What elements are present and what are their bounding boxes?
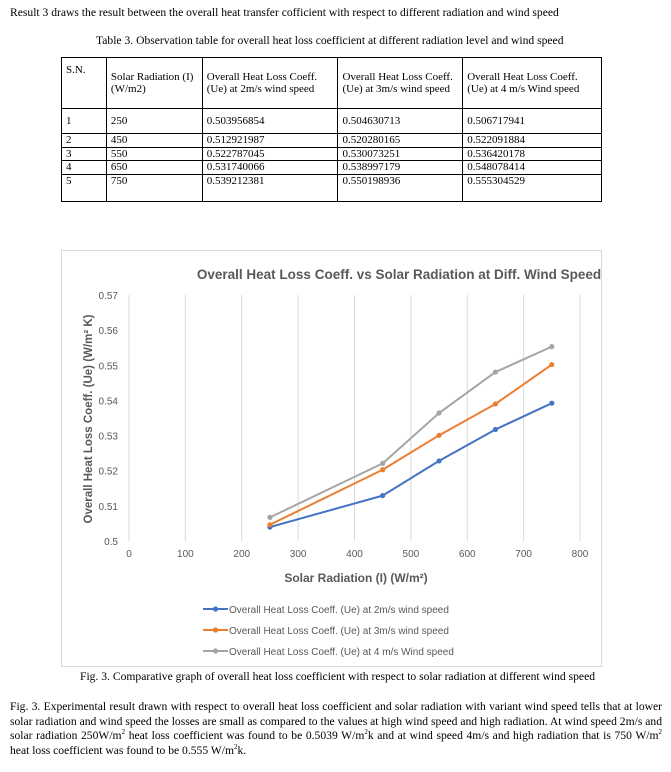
- x-axis-ticks: [126, 549, 589, 560]
- table-cell: 0.522091884: [463, 134, 602, 148]
- y-axis-ticks: [99, 291, 119, 548]
- x-tick-label: 200: [233, 549, 251, 560]
- x-tick-label: 700: [515, 549, 532, 560]
- table-cell: 550: [106, 147, 202, 161]
- data-point: [493, 369, 498, 374]
- data-point: [267, 515, 272, 520]
- chart-legend: [203, 605, 454, 658]
- table-cell: 0.555304529: [463, 174, 602, 201]
- table-cell: 2: [62, 134, 107, 148]
- table-cell: 0.512921987: [202, 134, 338, 148]
- data-point: [436, 458, 441, 463]
- x-tick-label: 600: [458, 549, 476, 560]
- table-row: [62, 174, 602, 201]
- column-header: Overall Heat Loss Coeff. (Ue) at 4 m/s Wind speed: [463, 58, 602, 109]
- superscript: 2: [234, 742, 238, 751]
- column-header: Solar Radiation (I) (W/m2): [106, 58, 202, 109]
- y-tick-label: 0.5: [104, 537, 118, 548]
- legend-label: Overall Heat Loss Coeff. (Ue) at 2m/s wind speed: [229, 605, 449, 616]
- table-cell: 0.548078414: [463, 161, 602, 175]
- data-point: [549, 344, 554, 349]
- table-cell: 750: [106, 174, 202, 201]
- table-row: [62, 147, 602, 161]
- table-cell: 0.536420178: [463, 147, 602, 161]
- data-point: [267, 522, 272, 527]
- superscript: 2: [364, 728, 368, 737]
- table-cell: 0.520280165: [338, 134, 463, 148]
- data-point: [380, 467, 385, 472]
- table-cell: 0.506717941: [463, 109, 602, 134]
- table-row: [62, 109, 602, 134]
- data-point: [549, 401, 554, 406]
- table-cell: 0.522787045: [202, 147, 338, 161]
- chart-title: Overall Heat Loss Coeff. vs Solar Radiation at Diff. Wind Speed: [196, 267, 602, 282]
- paragraph-text: heat loss coefficient was found to be 0.5039 W/m: [125, 729, 365, 742]
- table-cell: 5: [62, 174, 107, 201]
- table-cell: 250: [106, 109, 202, 134]
- table-header-row: [62, 58, 602, 109]
- paragraph-text: k.: [237, 743, 247, 757]
- data-point: [436, 433, 441, 438]
- y-tick-label: 0.54: [98, 396, 118, 408]
- observation-table: [61, 57, 602, 202]
- table-cell: 3: [62, 147, 107, 161]
- data-point: [549, 362, 554, 367]
- table-cell: 0.504630713: [338, 109, 463, 134]
- superscript: 2: [658, 728, 662, 737]
- y-axis-label: Overall Heat Loss Coeff. (Ue) (W/m² K): [83, 314, 95, 524]
- y-tick-label: 0.52: [98, 466, 118, 478]
- legend-marker: [213, 627, 218, 632]
- column-header: Overall Heat Loss Coeff. (Ue) at 3m/s wind speed: [338, 58, 463, 109]
- x-tick-label: 800: [571, 549, 589, 560]
- legend-label: Overall Heat Loss Coeff. (Ue) at 3m/s wind speed: [229, 626, 449, 637]
- column-header: Overall Heat Loss Coeff. (Ue) at 2m/s wind speed: [202, 58, 338, 109]
- table-cell: 0.503956854: [202, 109, 338, 134]
- table-row: [62, 134, 602, 148]
- table-cell: 0.550198936: [338, 174, 463, 201]
- paragraph-text: Fig. 3. Experimental result drawn with respect to overall heat loss coefficient and solar radiation with variant wind speed tells that at lower solar radiation and wind speed the losses are small as compared to the values at high wind speed and high radiation. At wind speed 2m/s and solar radiation 250W/m: [10, 700, 662, 742]
- x-tick-label: 500: [402, 549, 420, 560]
- data-point: [493, 401, 498, 406]
- column-header: S.N.: [62, 58, 107, 109]
- data-point: [436, 410, 441, 415]
- y-tick-label: 0.56: [98, 326, 118, 338]
- legend-marker: [213, 606, 218, 611]
- x-tick-label: 300: [289, 549, 307, 560]
- superscript: 2: [121, 728, 126, 737]
- y-tick-label: 0.51: [98, 501, 118, 513]
- y-tick-label: 0.55: [98, 361, 118, 373]
- table-cell: 1: [62, 109, 107, 134]
- data-point: [380, 461, 385, 466]
- table-cell: 0.530073251: [338, 147, 463, 161]
- x-tick-label: 0: [126, 549, 132, 560]
- chart-frame: [61, 250, 602, 667]
- data-point: [493, 427, 498, 432]
- y-tick-label: 0.53: [98, 431, 118, 443]
- intro-text: Result 3 draws the result between the overall heat transfer cofficient with respect to different radiation and wind speed: [10, 6, 559, 19]
- line-chart: [62, 251, 603, 668]
- data-point: [380, 493, 385, 498]
- table-cell: 0.539212381: [202, 174, 338, 201]
- table-cell: 450: [106, 134, 202, 148]
- x-tick-label: 400: [346, 549, 363, 560]
- legend-marker: [213, 648, 218, 653]
- paragraph-text: k and at wind speed 4m/s and high radiation that is 750 W/m: [367, 729, 659, 742]
- x-tick-label: 100: [177, 549, 194, 560]
- figure-caption: Fig. 3. Comparative graph of overall heat loss coefficient with respect to solar radiation at different wind speed: [80, 670, 596, 683]
- table-cell: 4: [62, 161, 107, 175]
- body-paragraph: [10, 700, 662, 758]
- paragraph-text: heat loss coefficient was found to be 0.555 W/m: [10, 743, 234, 757]
- table-cell: 0.531740066: [202, 161, 338, 175]
- table-row: [62, 161, 602, 175]
- table-caption: Table 3. Observation table for overall heat loss coefficient at different radiation level and wind speed: [96, 34, 564, 47]
- legend-label: Overall Heat Loss Coeff. (Ue) at 4 m/s Wind speed: [229, 647, 454, 658]
- table-cell: 0.538997179: [338, 161, 463, 175]
- y-tick-label: 0.57: [98, 291, 118, 302]
- x-axis-label: Solar Radiation (I) (W/m²): [284, 571, 428, 585]
- table-cell: 650: [106, 161, 202, 175]
